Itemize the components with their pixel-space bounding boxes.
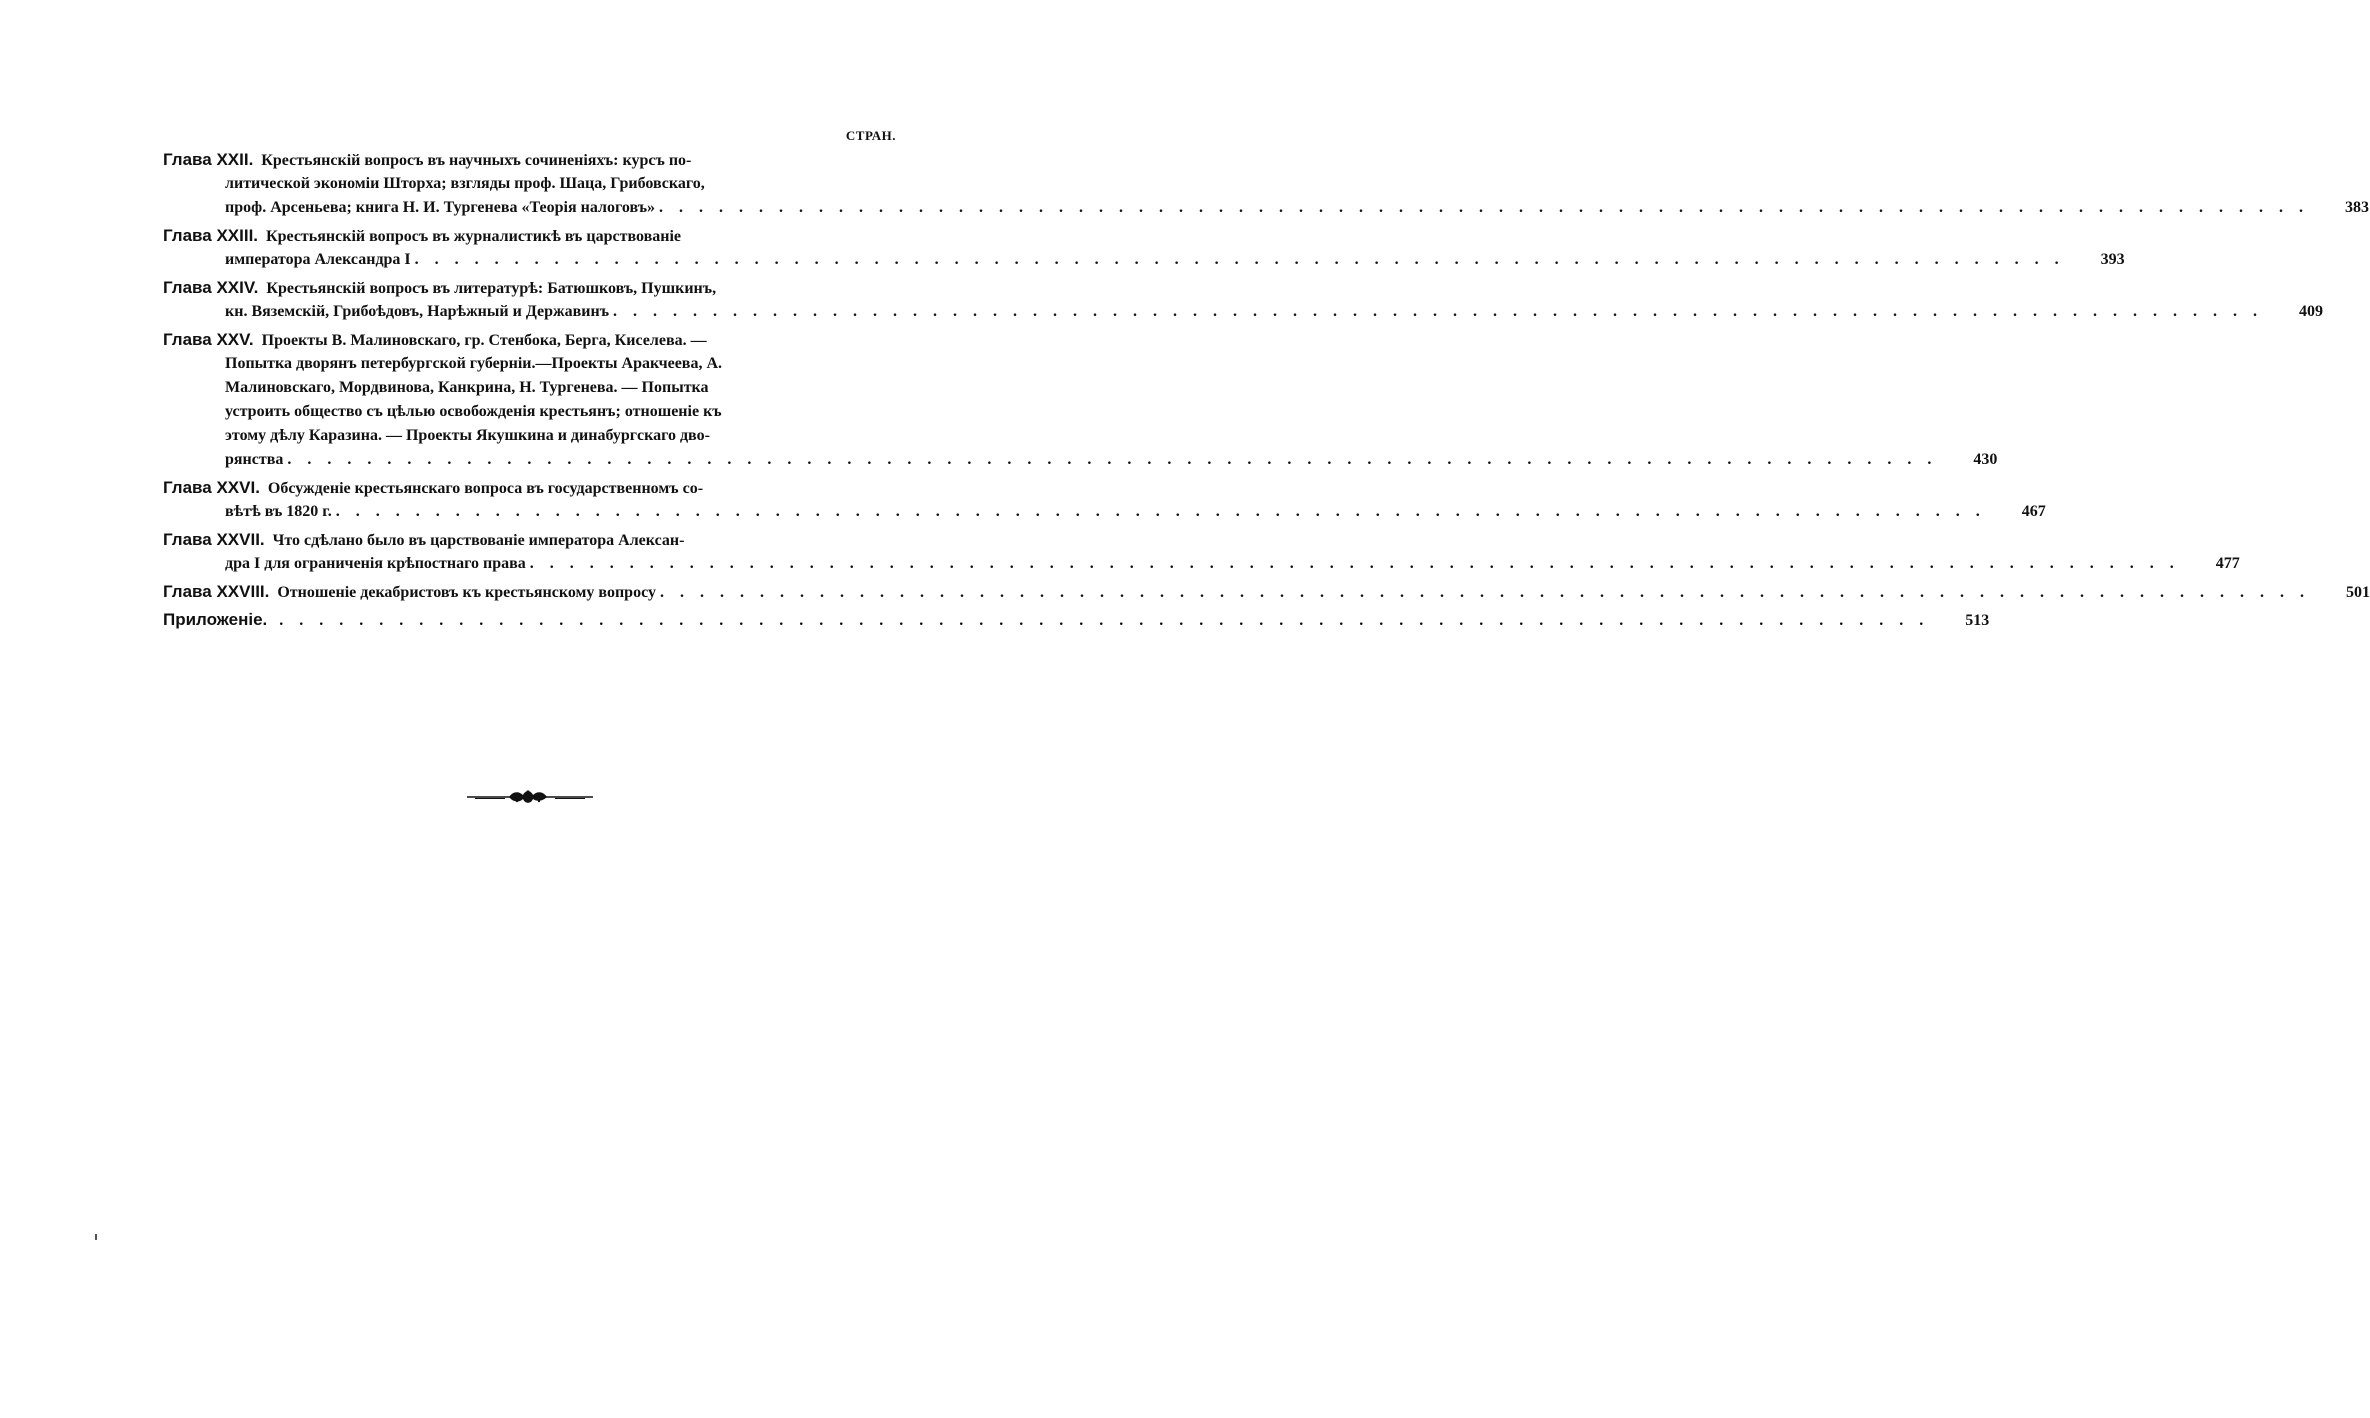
chapter-title-text: проф. Арсеньева; книга Н. И. Тургенева «Теорія налоговъ»	[225, 199, 656, 216]
toc-entry-line	[163, 580, 2370, 604]
chapter-title-text: Крестьянскій вопросъ въ научныхъ сочиненіяхъ: курсъ по-	[261, 152, 692, 169]
toc-entry-line	[163, 376, 898, 400]
toc-entry-line	[163, 552, 2240, 576]
page-number: 513	[1965, 612, 1990, 629]
toc-entry	[163, 276, 2324, 324]
page-number: 383	[2345, 199, 2370, 216]
toc-entry-line	[163, 352, 898, 376]
leader-dots	[656, 581, 2310, 605]
page-number: 409	[2299, 303, 2324, 320]
chapter-number: Глава XXVII.	[163, 530, 265, 549]
chapter-title-text: Попытка дворянъ петербургской губерніи.—Проекты Аракчеева, А.	[225, 355, 722, 372]
toc-entry-line	[163, 172, 898, 196]
page-number: 393	[2100, 251, 2125, 268]
page-number: 430	[1973, 451, 1998, 468]
chapter-title-text: Отношеніе декабристовъ къ крестьянскому вопросу	[277, 584, 656, 601]
toc-entry-line	[163, 448, 1998, 472]
chapter-title-text: литической экономіи Шторха; взгляды проф. Шаца, Грибовскаго,	[225, 175, 705, 192]
leader-dots	[411, 248, 2065, 272]
toc-entry-line	[163, 400, 898, 424]
toc-entry-line	[163, 300, 2324, 324]
toc-entry	[163, 476, 2046, 524]
chapter-title-text: Проекты В. Малиновскаго, гр. Стенбока, Берга, Киселева. —	[261, 332, 707, 349]
toc-entry-line	[163, 528, 898, 552]
leader-dots	[526, 552, 2180, 576]
chapter-number: Глава XXV.	[163, 330, 254, 349]
toc-entry	[163, 328, 1998, 472]
chapter-title-text: этому дѣлу Каразина. — Проекты Якушкина и динабургскаго дво-	[225, 427, 710, 444]
chapter-title-text: Крестьянскій вопросъ въ литературѣ: Батюшковъ, Пушкинъ,	[266, 280, 717, 297]
leader-dots	[332, 500, 1986, 524]
page-number: 467	[2021, 503, 2046, 520]
chapter-title-text: вѣтѣ въ 1820 г.	[225, 503, 332, 520]
page-number: 501	[2345, 584, 2370, 601]
table-of-contents	[163, 148, 2370, 636]
toc-entry-line	[163, 276, 898, 300]
chapter-number: Глава XXVI.	[163, 478, 260, 497]
toc-entry	[163, 528, 2240, 576]
toc-entry-line	[163, 248, 2125, 272]
leader-dots	[283, 448, 1937, 472]
chapter-number: Глава XXVIII.	[163, 582, 270, 601]
chapter-title-text: дра I для ограниченія крѣпостнаго права	[225, 555, 526, 572]
leader-dots	[275, 609, 1929, 633]
leader-dots	[609, 300, 2263, 324]
decorative-tailpiece-icon	[465, 786, 595, 808]
chapter-title-text: императора Александра I	[225, 251, 411, 268]
page-number: 477	[2215, 555, 2240, 572]
toc-entry	[163, 224, 2125, 272]
chapter-title-text: Что сдѣлано было въ царствованіе императора Алексан-	[272, 532, 685, 549]
toc-entry	[163, 608, 1990, 632]
toc-entry-line	[163, 196, 2370, 220]
chapter-title-text: кн. Вяземскій, Грибоѣдовъ, Нарѣжный и Державинъ	[225, 303, 610, 320]
chapter-title-text: устроить общество съ цѣлью освобожденія крестьянъ; отношеніе къ	[225, 403, 722, 420]
toc-entry-line	[163, 424, 898, 448]
toc-entry-line	[163, 500, 2046, 524]
toc-entry	[163, 580, 2370, 604]
toc-entry-line	[163, 328, 898, 352]
chapter-title-text: Обсужденіе крестьянскаго вопроса въ государственномъ со-	[267, 480, 704, 497]
print-speck	[95, 1234, 97, 1240]
chapter-title-text: Малиновскаго, Мордвинова, Канкрина, Н. Тургенева. — Попытка	[225, 379, 709, 396]
leader-dots	[655, 196, 2309, 220]
toc-entry-line	[163, 224, 898, 248]
toc-entry-line	[163, 476, 898, 500]
chapter-title-text: Крестьянскій вопросъ въ журналистикѣ въ царствованіе	[266, 228, 681, 245]
toc-entry-line	[163, 148, 898, 172]
toc-entry-line	[163, 608, 1990, 632]
toc-entry	[163, 148, 2370, 220]
chapter-number: Приложеніе.	[163, 610, 268, 629]
chapter-title-text: рянства	[225, 451, 284, 468]
page-column-label: СТРАН.	[845, 128, 896, 143]
chapter-number: Глава XXII.	[163, 150, 254, 169]
chapter-number: Глава XXIV.	[163, 278, 259, 297]
chapter-number: Глава XXIII.	[163, 226, 259, 245]
